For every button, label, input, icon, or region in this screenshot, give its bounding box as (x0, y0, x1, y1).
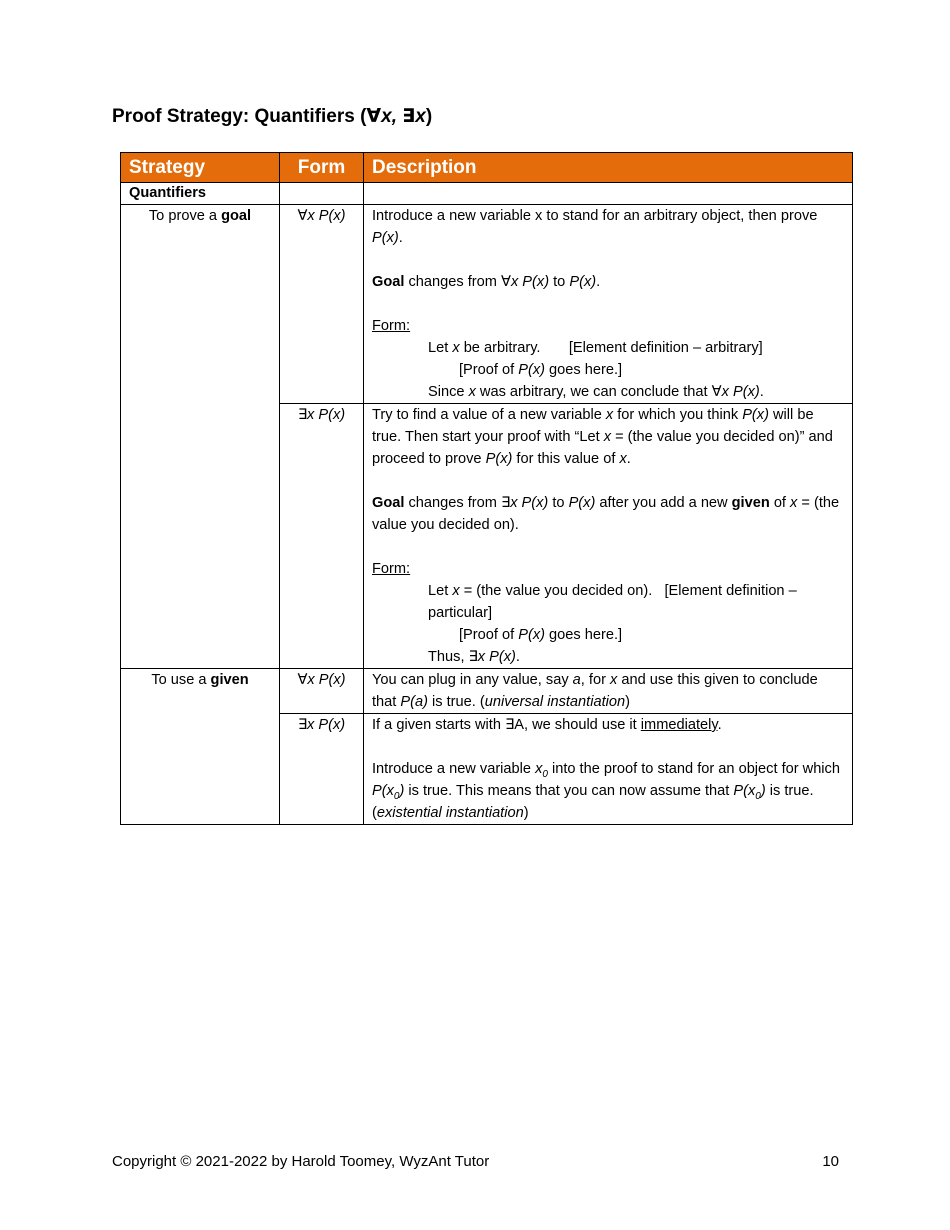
header-description: Description (364, 153, 853, 183)
page-title: Proof Strategy: Quantifiers (∀x, ∃x) (112, 106, 433, 127)
header-form: Form (280, 153, 364, 183)
section-label: Quantifiers (121, 183, 280, 205)
form-exists: ∃x P(x) (280, 404, 364, 669)
footer-copyright: Copyright © 2021-2022 by Harold Toomey, WyzAnt Tutor (112, 1153, 490, 1170)
desc-given-forall: You can plug in any value, say a, for x and use this given to conclude that P(a) is true. (universal instantiation) (364, 669, 853, 714)
page-number: 10 (822, 1153, 839, 1170)
form-exists-given: ∃x P(x) (280, 714, 364, 825)
desc-given-exists: If a given starts with ∃A, we should use it immediately. Introduce a new variable $x_0$ into the proof to stand for an object for which $P(x_0)$ is true. This means that you can now assume that $P(x_0)$ is true. (existential instantiation) (364, 714, 853, 825)
table-row (121, 205, 853, 404)
quantifiers-table (120, 152, 853, 825)
table-row (121, 669, 853, 714)
desc-goal-forall: Introduce a new variable x to stand for an arbitrary object, then prove P(x). Goal changes from ∀x P(x) to P(x). Form: Let x be arbitrary. [Element definition – arbitrary] [Proof of P(x) goes here.] Since x was arbitrary, we can conclude that ∀x P(x). (364, 205, 853, 404)
table-header-row (121, 153, 853, 183)
strategy-given: To use a given (121, 669, 280, 825)
section-row (121, 183, 853, 205)
form-forall: ∀x P(x) (280, 205, 364, 404)
desc-goal-exists: Try to find a value of a new variable x for which you think P(x) will be true. Then start your proof with “Let x = (the value you decided on)” and proceed to prove P(x) for this value of x. Goal changes from ∃x P(x) to P(x) after you add a new given of x = (the value you decided on). Form: Let x = (the value you decided on). [Element definition – particular] [Proof of P(x) goes here.] Thus, ∃x P(x). (364, 404, 853, 669)
strategy-goal: To prove a goal (121, 205, 280, 669)
header-strategy: Strategy (121, 153, 280, 183)
form-forall-given: ∀x P(x) (280, 669, 364, 714)
